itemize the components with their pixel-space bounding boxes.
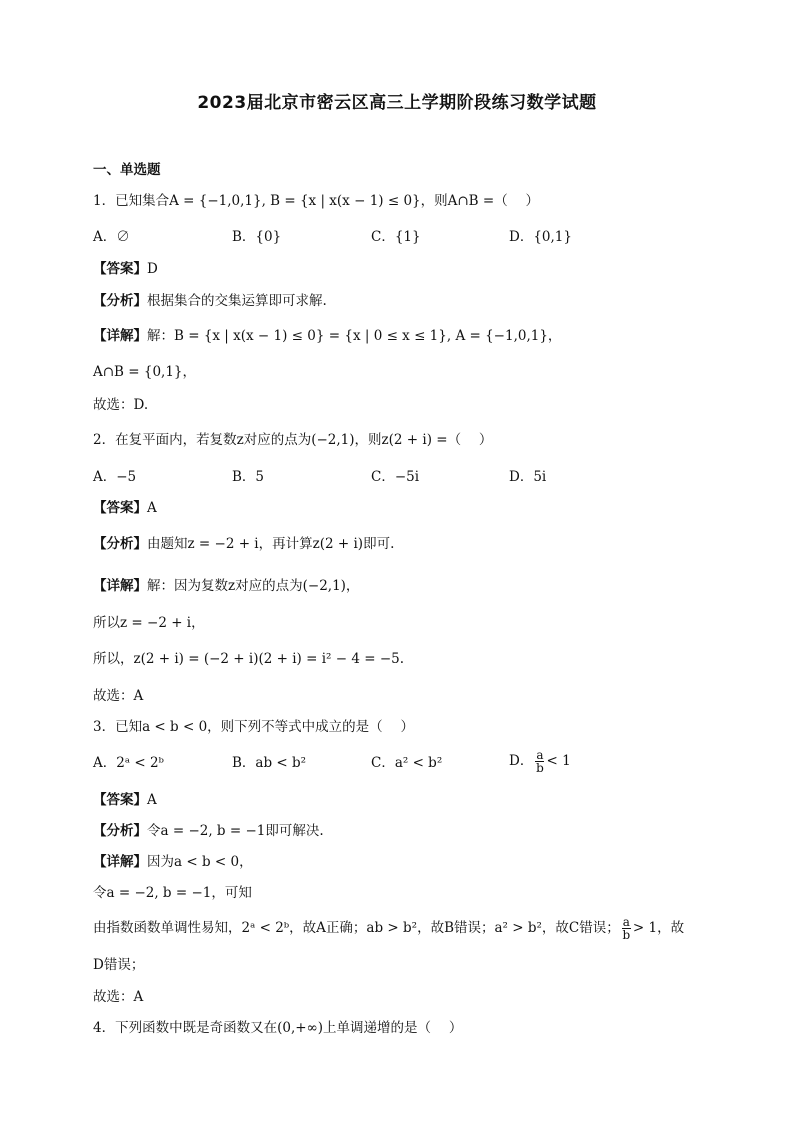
answer-tag: 【答案】: [93, 261, 147, 277]
analysis-text: 由题知z = −2 + i，再计算z(2 + i)即可.: [147, 536, 395, 552]
q3-option-b: B．ab < b²: [232, 755, 307, 771]
answer-value: D: [147, 261, 158, 277]
q3-conclusion: 故选：A: [93, 989, 144, 1005]
q1-detail-line-2: A∩B = {0,1}，: [93, 364, 197, 380]
q2-detail-line-1: [93, 576, 359, 596]
detail-tag: 【详解】: [93, 854, 147, 870]
analysis-tag: 【分析】: [93, 823, 147, 839]
analysis-text: 根据集合的交集运算即可求解.: [147, 293, 327, 309]
fraction-denominator: b: [536, 761, 544, 775]
fraction-numerator: a: [622, 915, 630, 929]
detail-text: 解：B = {x | x(x − 1) ≤ 0} = {x | 0 ≤ x ≤ 1}, A = {−1,0,1}，: [147, 328, 562, 344]
q2-analysis: [93, 534, 394, 554]
q3-detail-line-1: [93, 852, 253, 872]
detail-tag: 【详解】: [93, 328, 147, 344]
q1-analysis: [93, 291, 327, 311]
page-title: 2023届北京市密云区高三上学期阶段练习数学试题: [197, 93, 597, 113]
answer-tag: 【答案】: [93, 500, 147, 516]
q1-stem: 1．已知集合A = {−1,0,1}, B = {x | x(x − 1) ≤ 0}，则A∩B =（ ）: [93, 193, 539, 209]
fraction-denominator: b: [622, 928, 631, 942]
q2-option-a: A．−5: [93, 469, 137, 485]
q1-option-c: C．{1}: [371, 229, 421, 245]
q2-answer: [93, 498, 157, 518]
q2-option-b: B．5: [232, 469, 265, 485]
q3-option-a: A．2ᵃ < 2ᵇ: [93, 755, 164, 771]
q3-option-c: C．a² < b²: [371, 755, 443, 771]
q3-detail-line-3: [93, 913, 684, 943]
q3-answer: [93, 790, 157, 810]
q1-answer: [93, 259, 158, 279]
q1-option-a: A．∅: [93, 229, 130, 245]
q2-option-d: D．5i: [509, 469, 547, 485]
analysis-tag: 【分析】: [93, 536, 147, 552]
answer-value: A: [147, 792, 157, 808]
q2-detail-line-2: 所以z = −2 + i，: [93, 615, 205, 631]
detail-tag: 【详解】: [93, 578, 147, 594]
q1-option-d: D．{0,1}: [509, 229, 572, 245]
answer-tag: 【答案】: [93, 792, 147, 808]
detail-text: 因为a < b < 0，: [147, 854, 253, 870]
q3-detail-line-2: 令a = −2, b = −1，可知: [93, 885, 252, 901]
q2-stem: 2．在复平面内，若复数z对应的点为(−2,1)，则z(2 + i) =（ ）: [93, 432, 493, 448]
option-d-suffix: < 1: [546, 753, 571, 769]
fraction-a-over-b: [535, 749, 544, 774]
q1-conclusion: 故选：D.: [93, 397, 149, 413]
q2-detail-line-3: 所以，z(2 + i) = (−2 + i)(2 + i) = i² − 4 = −5.: [93, 651, 405, 667]
fraction-numerator: a: [536, 748, 544, 762]
q2-option-c: C．−5i: [371, 469, 420, 485]
q4-stem: 4．下列函数中既是奇函数又在(0,+∞)上单调递增的是（ ）: [93, 1020, 463, 1036]
q2-conclusion: 故选：A: [93, 688, 144, 704]
option-d-prefix: D．: [509, 753, 534, 769]
analysis-text: 令a = −2, b = −1即可解决.: [147, 823, 324, 839]
analysis-tag: 【分析】: [93, 293, 147, 309]
q3-option-d: [509, 746, 571, 776]
q3-stem: 3．已知a < b < 0，则下列不等式中成立的是（ ）: [93, 719, 414, 735]
fraction-a-over-b: [622, 916, 631, 941]
answer-value: A: [147, 500, 157, 516]
q3-detail-line-4: D错误；: [93, 957, 145, 973]
detail-text-part2: > 1，故: [632, 920, 685, 936]
q3-analysis: [93, 821, 324, 841]
detail-text: 解：因为复数z对应的点为(−2,1)，: [147, 578, 360, 594]
q1-option-b: B．{0}: [232, 229, 282, 245]
section-heading: 一、单选题: [93, 162, 161, 178]
q1-detail-line-1: [93, 326, 561, 346]
detail-text-part1: 由指数函数单调性易知，2ᵃ < 2ᵇ，故A正确；ab > b²，故B错误；a² > b²，故C错误；: [93, 920, 620, 936]
